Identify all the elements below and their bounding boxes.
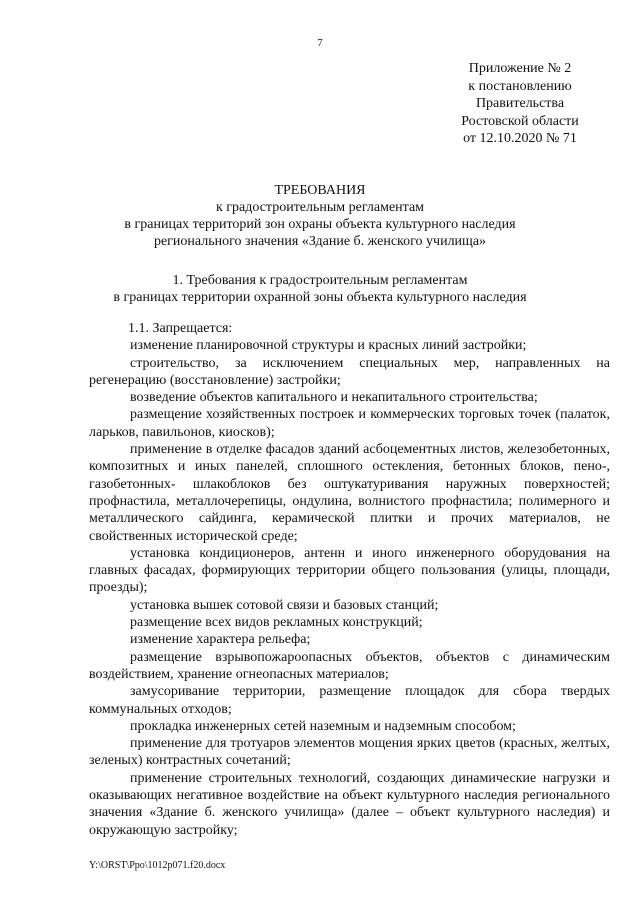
appendix-line: Ростовской области xyxy=(461,113,579,129)
title-line: ТРЕБОВАНИЯ xyxy=(274,183,366,198)
paragraph: 1.1. Запрещается: xyxy=(128,321,233,336)
paragraph: изменение планировочной структуры и красных линий застройки; xyxy=(130,338,527,354)
paragraph: замусоривание территории, размещение площадок для сбора твердых коммунальных отходов; xyxy=(89,684,610,717)
paragraph: размещение хозяйственных построек и коммерческих торговых точек (палаток, ларьков, павильонов, киосков); xyxy=(89,407,610,440)
title-line: в границах территорий зон охраны объекта культурного наследия xyxy=(124,217,516,232)
section-heading-line: 1. Требования к градостроительным регламентам xyxy=(172,273,468,288)
paragraph: строительство, за исключением специальных мер, направленных на регенерацию (восстановление) застройки; xyxy=(89,355,610,388)
paragraph: возведение объектов капитального и некапитального строительства; xyxy=(130,390,538,406)
title-line: к градостроительным регламентам xyxy=(215,200,425,215)
appendix-line: к постановлению xyxy=(468,78,572,94)
paragraph: применение строительных технологий, создающих динамические нагрузки и оказывающих негативное воздействие на объект культурного наследия регионального значения «Здание б. женского училища» (далее – объект культурного наследия) и окружающую застройку; xyxy=(89,770,610,838)
title-line: регионального значения «Здание б. женского училища» xyxy=(153,234,487,249)
appendix-line: от 12.10.2020 № 71 xyxy=(463,131,577,146)
paragraph: прокладка инженерных сетей наземным и надземным способом; xyxy=(130,718,516,734)
paragraph: применение для тротуаров элементов мощения ярких цветов (красных, желтых, зеленых) контрастных сочетаний; xyxy=(89,736,610,769)
paragraph: установка кондиционеров, антенн и иного инженерного оборудования на главных фасадах, формирующих территории общего пользования (улицы, площади, проезды); xyxy=(89,545,610,596)
paragraph: установка вышек сотовой связи и базовых станций; xyxy=(130,597,439,613)
section-heading-line: в границах территории охранной зоны объекта культурного наследия xyxy=(113,290,527,305)
paragraph: размещение всех видов рекламных конструкций; xyxy=(130,615,423,631)
paragraph: изменение характера рельефа; xyxy=(130,632,311,648)
document-body xyxy=(89,320,610,839)
section-heading xyxy=(60,272,580,306)
paragraph: размещение взрывопожароопасных объектов, объектов с динамическим воздействием, хранение огнеопасных материалов; xyxy=(89,649,610,682)
document-title xyxy=(60,182,580,250)
file-path-footer: Y:\ORST\Ppo\1012p071.f20.docx xyxy=(89,860,226,871)
appendix-line: Приложение № 2 xyxy=(468,61,572,76)
appendix-line: Правительства xyxy=(475,96,565,111)
page-number: 7 xyxy=(317,37,323,49)
paragraph: применение в отделке фасадов зданий асбоцементных листов, железобетонных, композитных и иных панелей, сплошного остекления, бетонных блоков, пено-, газобетонных- шлакоблоков без оштукатуривания наружных поверхностей; профнастила, металлочерепицы, ондулина, волнистого профнастила; полимерного и металлического сайдинга, керамической плитки и прочих материалов, не свойственных исторической среде; xyxy=(89,442,610,544)
appendix-block xyxy=(440,60,600,148)
